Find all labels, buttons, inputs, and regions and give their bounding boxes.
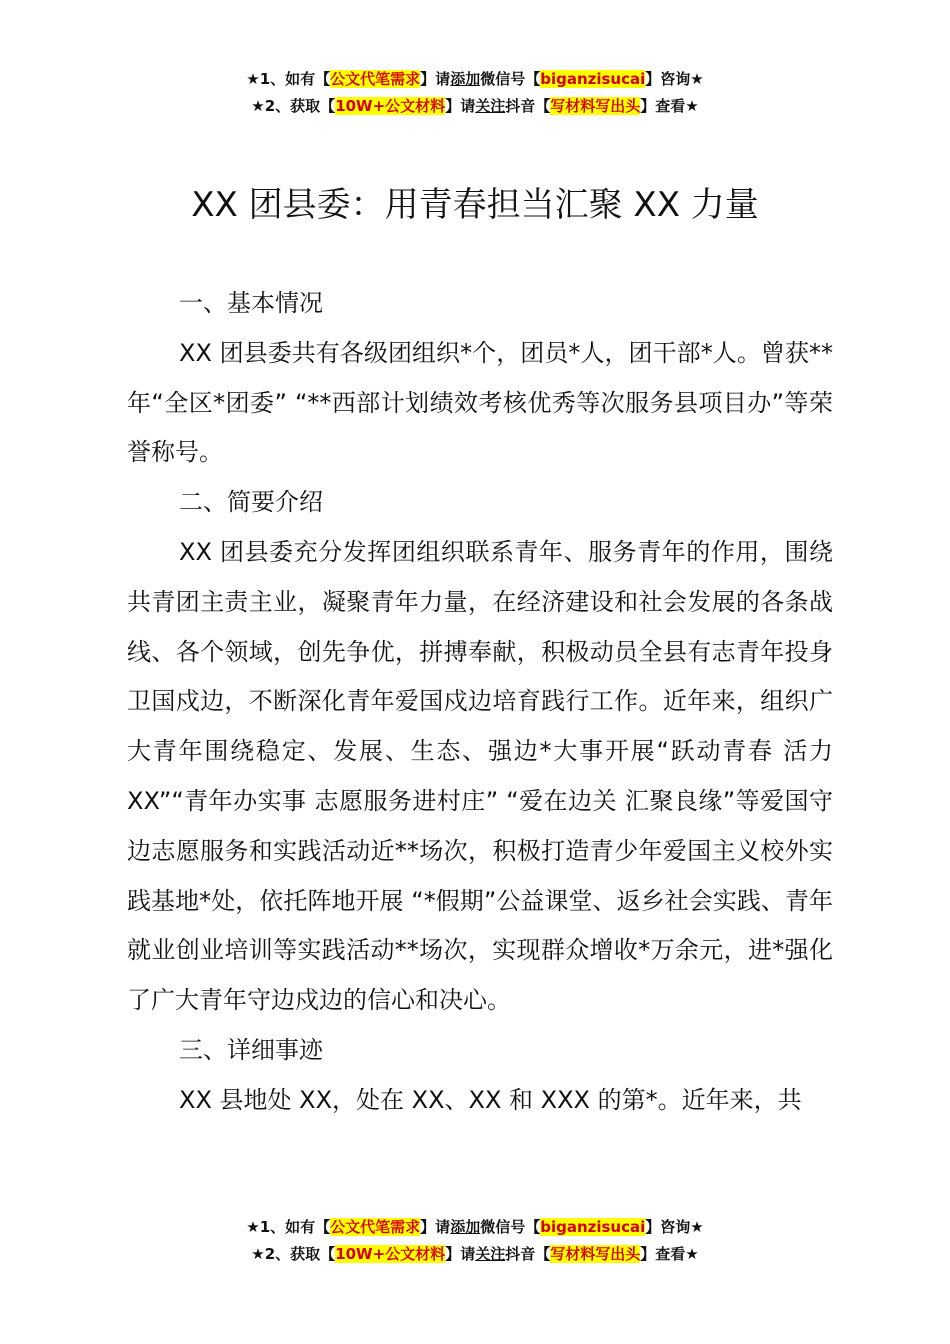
banner-text: 】请 — [445, 1245, 476, 1263]
banner-highlight: biganzisucai — [540, 70, 646, 88]
section-heading: 二、简要介绍 — [179, 488, 323, 517]
footer-banner — [0, 1214, 950, 1268]
banner-highlight: 10W+公文材料 — [335, 97, 446, 115]
banner-text: 】请 — [445, 97, 476, 115]
banner-text: 】咨询★ — [645, 1218, 704, 1236]
banner-text: 】查看★ — [640, 97, 699, 115]
banner-text: 】查看★ — [640, 1245, 699, 1263]
banner-text: 微信号【 — [480, 1218, 541, 1236]
banner-text: 】请 — [420, 1218, 451, 1236]
banner-line-1 — [0, 1214, 950, 1241]
banner-underlined: 关注 — [475, 1245, 506, 1263]
banner-highlight: 写材料写出头 — [550, 97, 641, 115]
banner-text: ★1、如有【 — [246, 1218, 331, 1236]
banner-text: ★2、获取【 — [251, 1245, 336, 1263]
banner-text: 抖音【 — [505, 97, 551, 115]
banner-highlight: 写材料写出头 — [550, 1245, 641, 1263]
banner-line-2 — [0, 1241, 950, 1268]
banner-text: 微信号【 — [480, 70, 541, 88]
document-body — [127, 279, 833, 1126]
banner-highlight: 公文代笔需求 — [330, 70, 421, 88]
header-banner — [0, 66, 950, 120]
banner-text: 】请 — [420, 70, 451, 88]
banner-text: ★1、如有【 — [246, 70, 331, 88]
banner-highlight: 公文代笔需求 — [330, 1218, 421, 1236]
section-paragraph: XX 团县委充分发挥团组织联系青年、服务青年的作用，围绕共青团主责主业，凝聚青年力量，在经济建设和社会发展的各条战线、各个领域，创先争优，拼搏奉献，积极动员全县有志青年投身卫国戍边，不断深化青年爱国戍边培育践行工作。近年来，组织广大青年围绕稳定、发展、生态、强边*大事开展“跃动青春 活力 XX”“青年办实事 志愿服务进村庄” “爱在边关 汇聚良缘”等爱国守边志愿服务和实践活动近**场次，积极打造青少年爱国主义校外实践基地*处，依托阵地开展 “*假期”公益课堂、返乡社会实践、青年就业创业培训等实践活动**场次，实现群众增收*万余元，进*强化了广大青年守边戍边的信心和决心。 — [127, 537, 833, 1015]
banner-underlined: 添加 — [450, 70, 481, 88]
section-paragraph: XX 县地处 XX，处在 XX、XX 和 XXX 的第*。近年来，共 — [179, 1085, 802, 1114]
banner-text: 抖音【 — [505, 1245, 551, 1263]
banner-text: 】咨询★ — [645, 70, 704, 88]
section-paragraph: XX 团县委共有各级团组织*个，团员*人，团干部*人。曾获**年“全区*团委” “**西部计划绩效考核优秀等次服务县项目办”等荣誉称号。 — [127, 338, 833, 467]
section-heading: 三、详细事迹 — [179, 1035, 323, 1064]
banner-line-1 — [0, 66, 950, 93]
section-heading: 一、基本情况 — [179, 289, 323, 317]
document-title: XX 团县委：用青春担当汇聚 XX 力量 — [191, 185, 759, 225]
banner-highlight: 10W+公文材料 — [335, 1245, 446, 1263]
banner-highlight: biganzisucai — [540, 1218, 646, 1236]
banner-line-2 — [0, 93, 950, 120]
banner-underlined: 关注 — [475, 97, 506, 115]
banner-underlined: 添加 — [450, 1218, 481, 1236]
banner-text: ★2、获取【 — [251, 97, 336, 115]
